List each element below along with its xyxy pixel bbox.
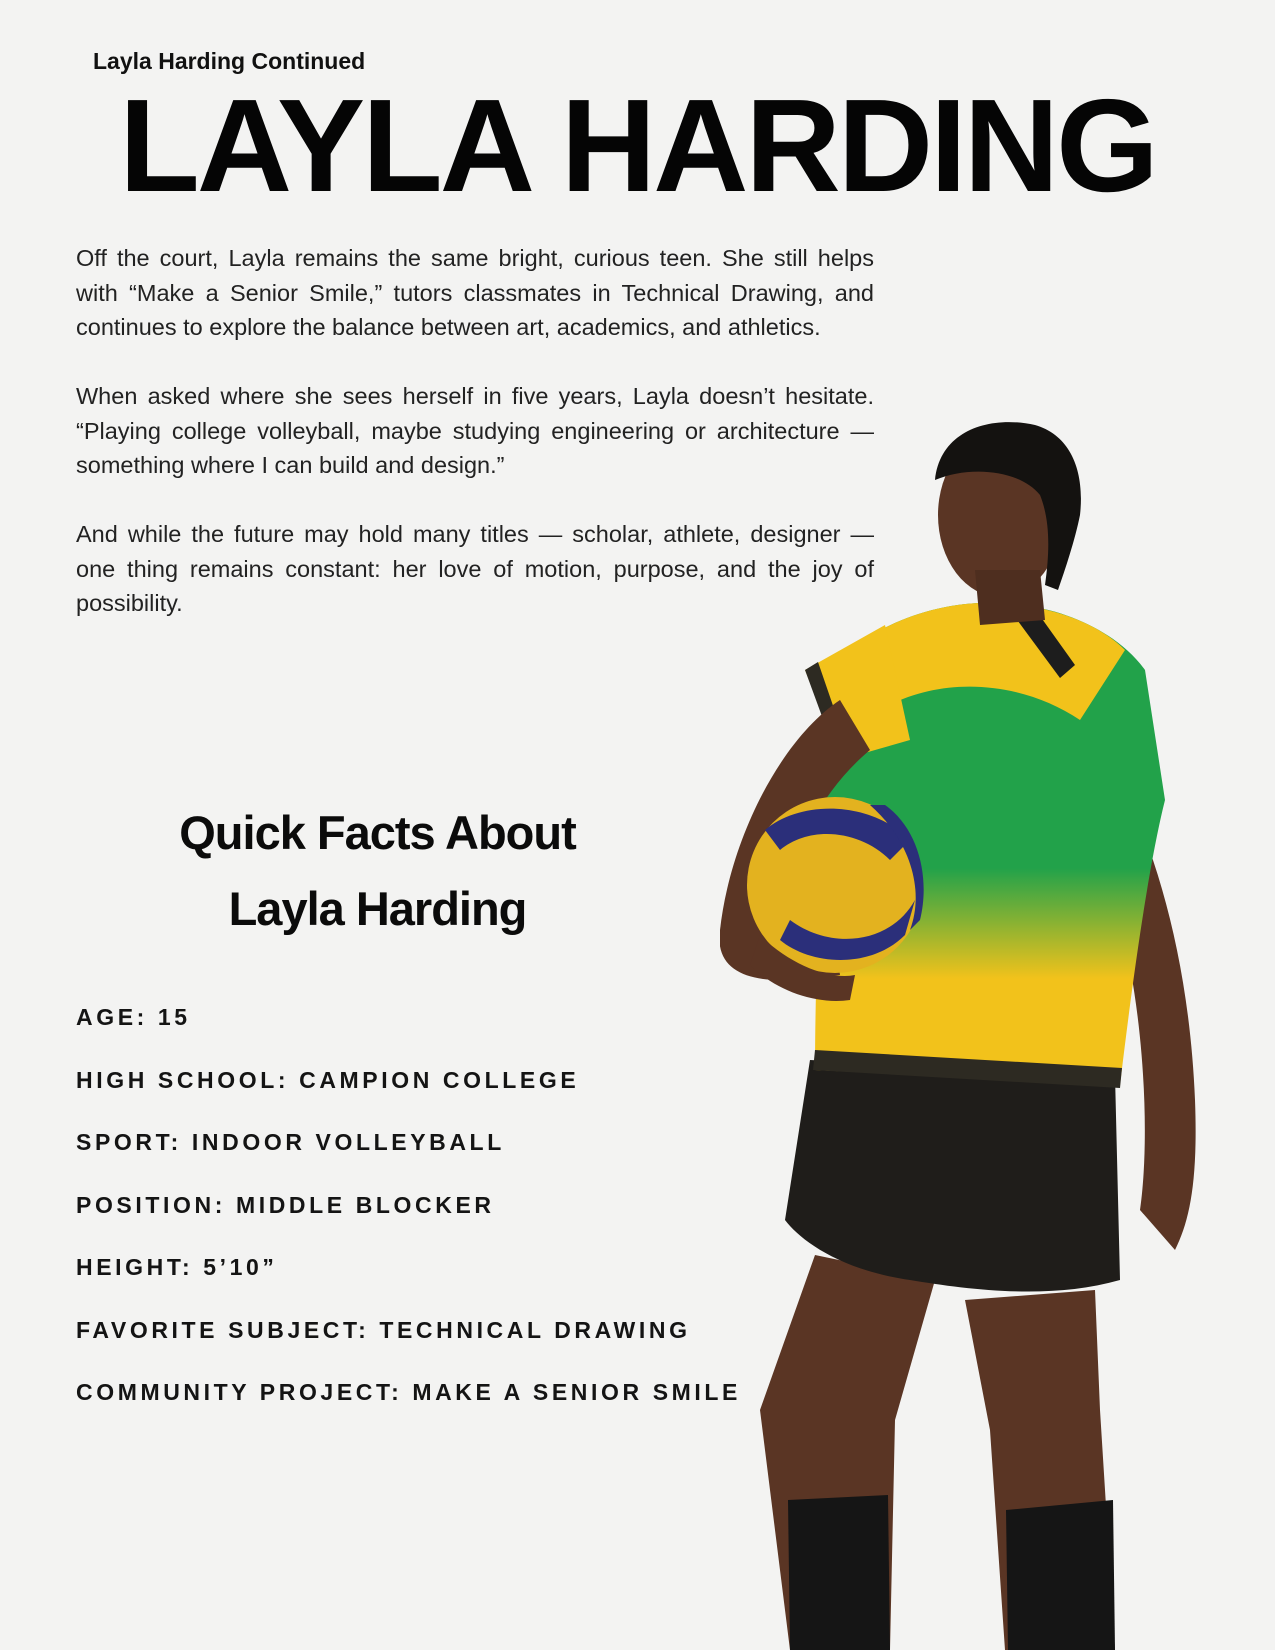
quick-facts-heading-line: Layla Harding — [228, 882, 527, 935]
neck — [975, 570, 1045, 625]
volleyball — [747, 797, 924, 973]
paragraph: And while the future may hold many titles — scholar, athlete, designer — one thing remains constant: her love of motion, purpose, and the joy of possibility. — [76, 521, 874, 616]
quick-facts-list — [76, 1003, 741, 1441]
page-title: LAYLA HARDING — [119, 72, 1156, 219]
knee-sleeve — [788, 1495, 890, 1650]
page-kicker: Layla Harding Continued — [93, 48, 366, 74]
quick-facts-heading-line: Quick Facts About — [179, 806, 576, 859]
fact-item: FAVORITE SUBJECT: TECHNICAL DRAWING — [76, 1316, 691, 1343]
fact-item: SPORT: INDOOR VOLLEYBALL — [76, 1129, 505, 1155]
fact-item: HIGH SCHOOL: CAMPION COLLEGE — [76, 1066, 580, 1093]
knee-sleeve — [1006, 1500, 1115, 1650]
fact-item: HEIGHT: 5’10” — [76, 1254, 278, 1280]
fact-item: AGE: 15 — [76, 1004, 191, 1030]
fact-item: COMMUNITY PROJECT: MAKE A SENIOR SMILE — [76, 1379, 741, 1405]
quick-facts-heading — [140, 795, 615, 947]
paragraph: When asked where she sees herself in five years, Layla doesn’t hesitate. “Playing college volleyball, maybe studying engineering or architecture — something where I can build and design.” — [76, 383, 874, 478]
fact-item: POSITION: MIDDLE BLOCKER — [76, 1191, 495, 1218]
paragraph: Off the court, Layla remains the same bright, curious teen. She still helps with “Make a Senior Smile,” tutors classmates in Technical Drawing, and continues to explore the balance between art, academics, and athletics. — [76, 245, 874, 340]
shorts — [785, 1060, 1120, 1292]
athlete-photo — [720, 420, 1275, 1650]
